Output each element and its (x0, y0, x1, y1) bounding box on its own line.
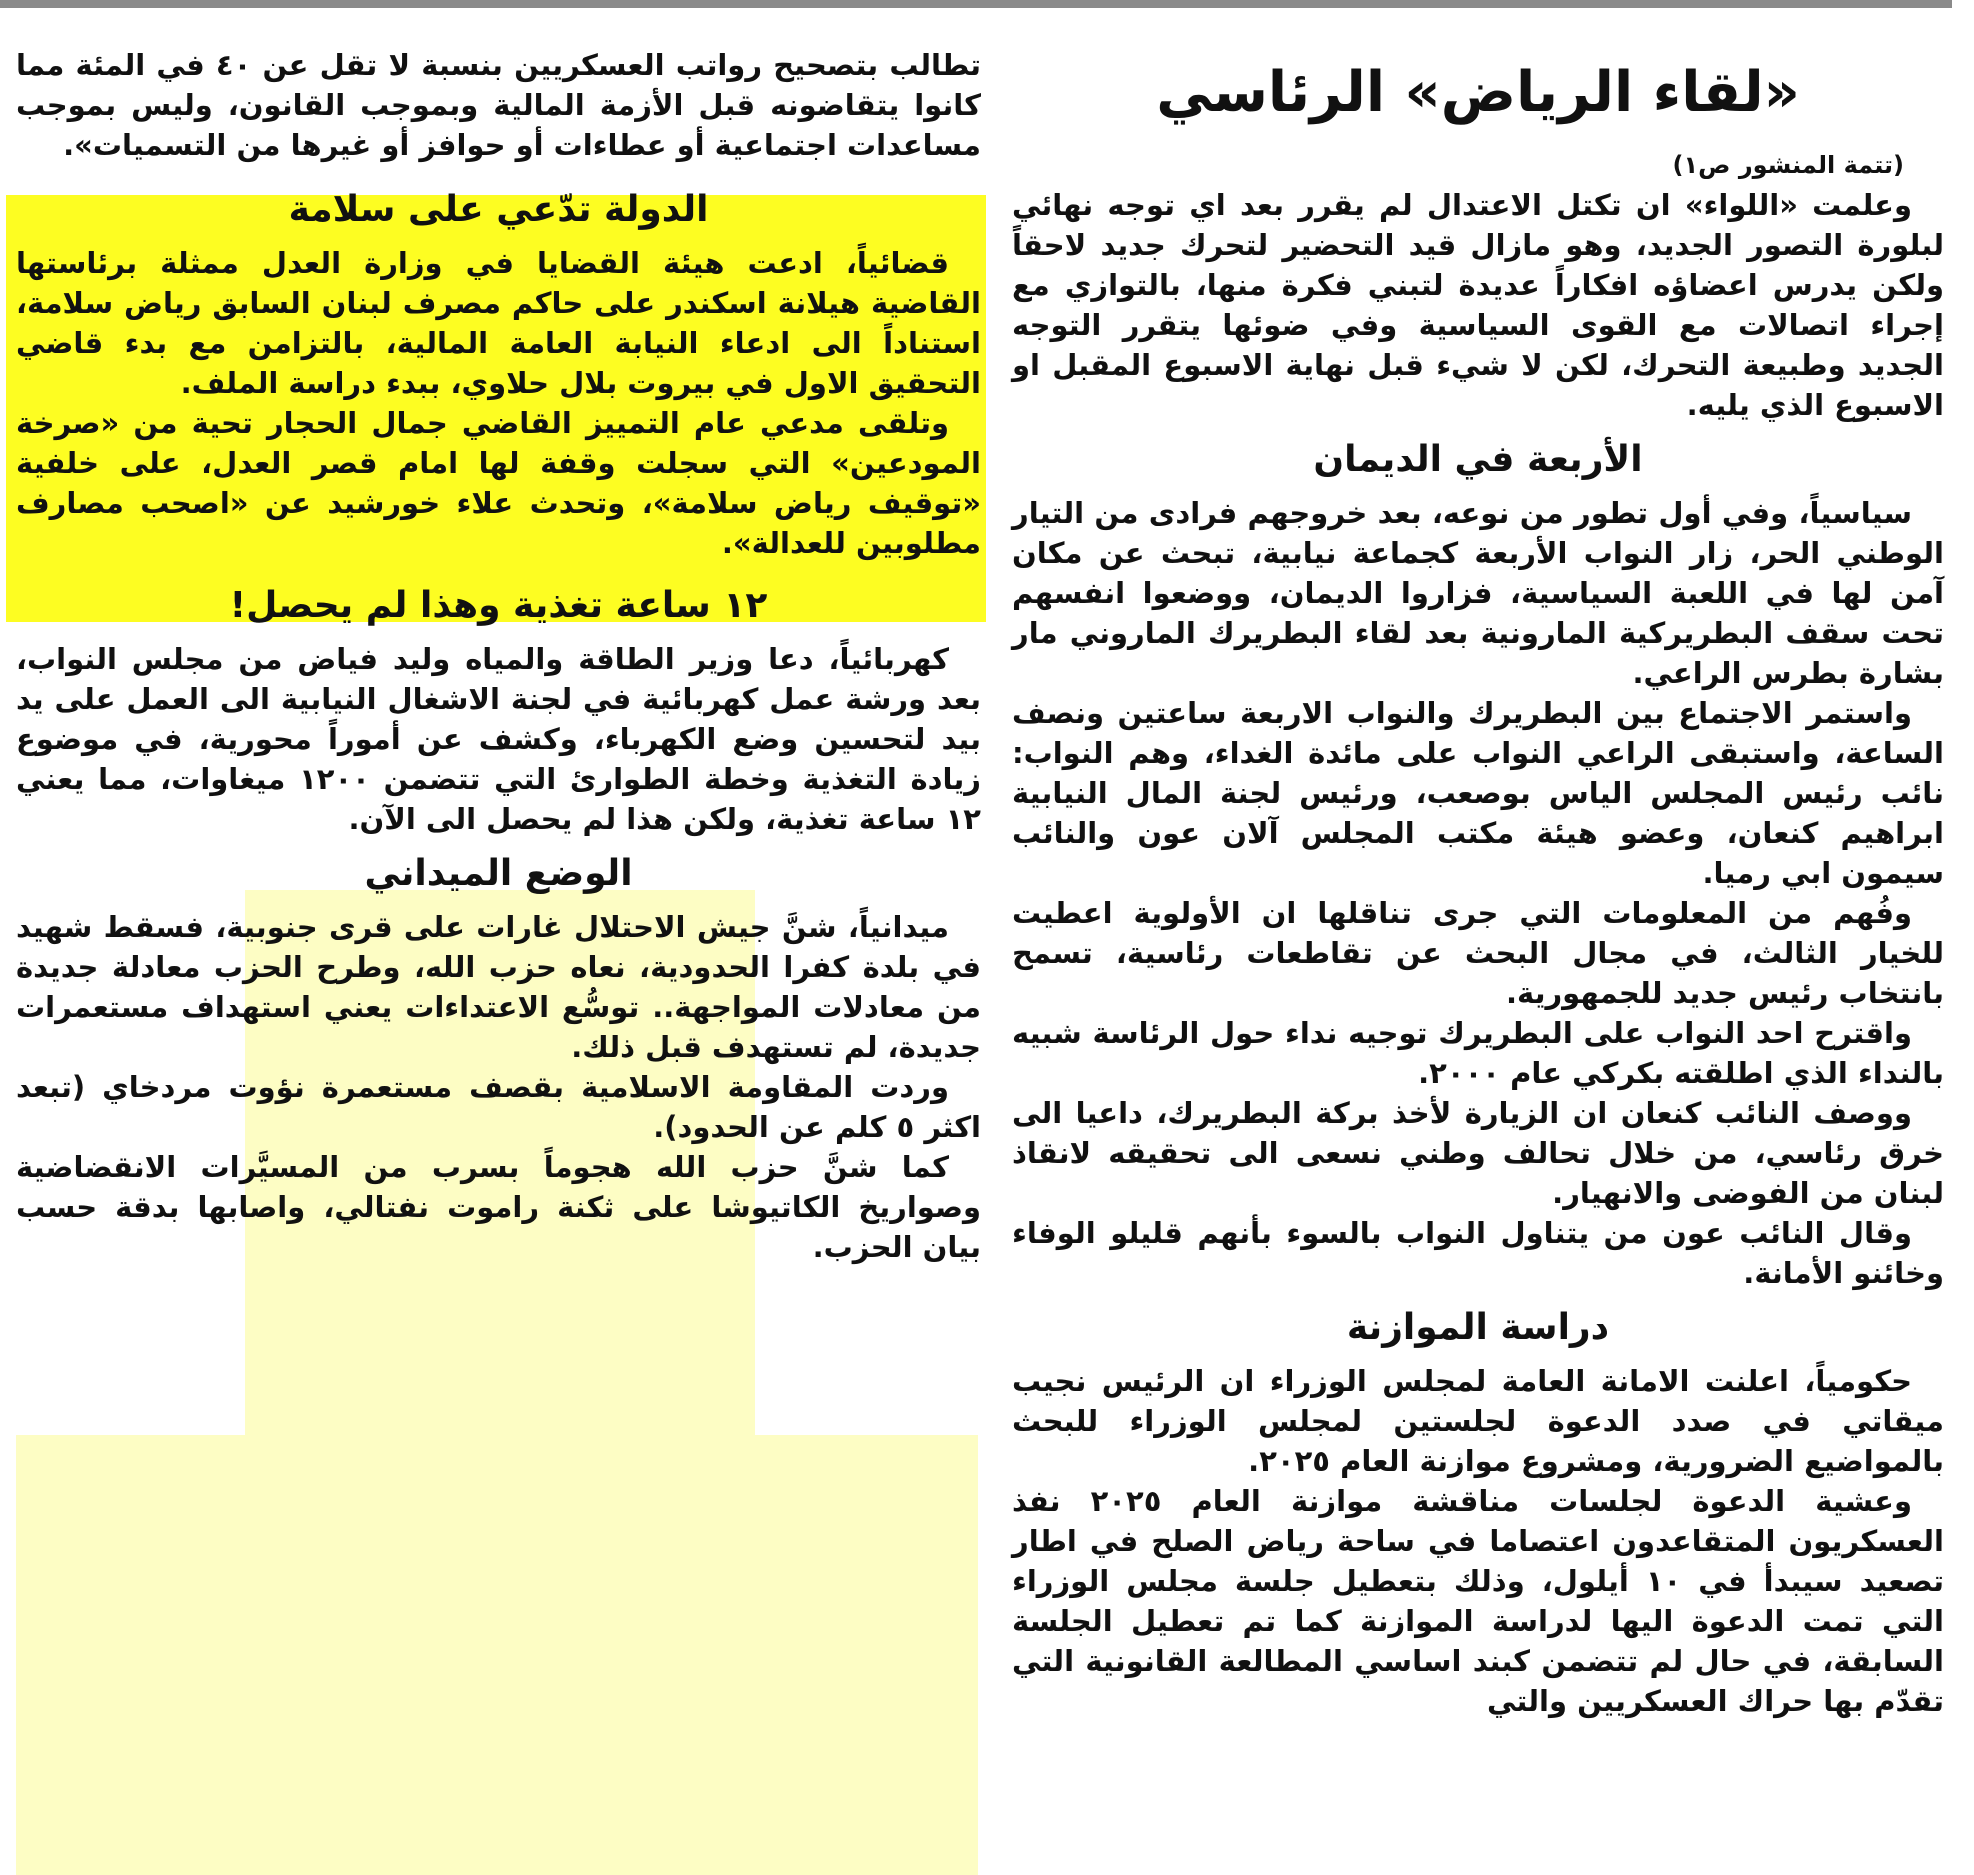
paragraph: حكومياً، اعلنت الامانة العامة لمجلس الوزراء ان الرئيس نجيب ميقاتي في صدد الدعوة لجلستين لمجلس الوزراء للبحث بالمواضيع الضرورية، ومشروع موازنة العام ٢٠٢٥. (1012, 1364, 1944, 1478)
heading-dimane: الأربعة في الديمان (1313, 439, 1643, 480)
top-rule (0, 0, 1952, 8)
paragraph: وفُهم من المعلومات التي جرى تناقلها ان الأولوية اعطيت للخيار الثالث، في مجال البحث عن تقاطعات رئاسية، تسمح بانتخاب رئيس جديد للجمهورية. (1012, 896, 1944, 1010)
paragraph: ووصف النائب كنعان ان الزيارة لأخذ بركة البطريرك، داعيا الى خرق رئاسي، من خلال تحالف وطني نسعى الى تحقيقه لانقاذ لبنان من الفوضى والانهيار. (1012, 1096, 1944, 1210)
heading-field-situation: الوضع الميداني (364, 853, 633, 894)
paragraph: سياسياً، وفي أول تطور من نوعه، بعد خروجهم فرادى من التيار الوطني الحر، زار النواب الأربعة كجماعة نيابية، تبحث عن مكان آمن لها في اللعبة السياسية، فزاروا الديمان، ووضعوا انفسهم تحت سقف البطريركية المارونية بعد لقاء البطريرك الماروني مار بشارة بطرس الراعي. (1012, 496, 1944, 690)
paragraph: كهربائياً، دعا وزير الطاقة والمياه وليد فياض من مجلس النواب، بعد ورشة عمل كهربائية في لجنة الاشغال النيابية الى العمل على يد بيد لتحسين وضع الكهرباء، وكشف عن أموراً محورية، في موضوع زيادة التغذية وخطة الطوارئ التي تتضمن ١٢٠٠ ميغاوات، مما يعني ١٢ ساعة تغذية، ولكن هذا لم يحصل الى الآن. (16, 642, 982, 836)
left-column (16, 45, 981, 1267)
paragraph: قضائياً، ادعت هيئة القضايا في وزارة العدل ممثلة برئاستها القاضية هيلانة اسكندر على حاكم مصرف لبنان السابق رياض سلامة، استناداً الى ادعاء النيابة العامة المالية، بالتزامن مع بدء قاضي التحقيق الاول في بيروت بلال حلاوي، ببدء دراسة الملف. (16, 246, 981, 400)
paragraph: وعلمت «اللواء» ان تكتل الاعتدال لم يقرر بعد اي توجه نهائي لبلورة التصور الجديد، وهو مازال قيد التحضير لتحرك جديد لاحقاً ولكن يدرس اعضاؤه افكاراً عديدة لتبني فكرة منها، بالتوازي مع إجراء اتصالات مع القوى السياسية وفي ضوئها يتقرر التوجه الجديد وطبيعة التحرك، لكن لا شيء قبل نهاية الاسبوع المقبل او الاسبوع الذي يليه. (1012, 188, 1944, 422)
right-column (1012, 45, 1944, 1721)
paragraph: وردت المقاومة الاسلامية بقصف مستعمرة نؤوت مردخاي (تبعد اكثر ٥ كلم عن الحدود). (16, 1070, 981, 1144)
article-title: «لقاء الرياض» الرئاسي (1156, 60, 1800, 125)
paragraph: كما شنَّ حزب الله هجوماً بسرب من المسيَّرات الانقضاضية وصواريخ الكاتيوشا على ثكنة راموت نفتالي، واصابها بدقة حسب بيان الحزب. (16, 1150, 981, 1264)
paragraph: وعشية الدعوة لجلسات مناقشة موازنة العام ٢٠٢٥ نفذ العسكريون المتقاعدون اعتصاما في ساحة رياض الصلح في اطار تصعيد سيبدأ في ١٠ أيلول، وذلك بتعطيل جلسة مجلس الوزراء التي تمت الدعوة اليها لدراسة الموازنة كما تم تعطيل الجلسة السابقة، في حال لم تتضمن كبند اساسي المطالعة القانونية التي تقدّم بها حراك العسكريين والتي (1012, 1484, 1944, 1718)
heading-budget: دراسة الموازنة (1346, 1307, 1610, 1348)
paragraph: وقال النائب عون من يتناول النواب بالسوء بأنهم قليلو الوفاء وخائنو الأمانة. (1012, 1216, 1944, 1290)
paragraph: وتلقى مدعي عام التمييز القاضي جمال الحجار تحية من «صرخة المودعين» التي سجلت وقفة لها امام قصر العدل، على خلفية «توقيف رياض سلامة»، وتحدث علاء خورشيد عن «اصحب مصارف مطلوبين للعدالة». (16, 406, 981, 560)
highlight-pale-yellow-bottom (16, 1435, 978, 1875)
paragraph: واقترح احد النواب على البطريرك توجيه نداء حول الرئاسة شبيه بالنداء الذي اطلقته بكركي عام ٢٠٠٠. (1012, 1016, 1944, 1090)
heading-electricity: ١٢ ساعة تغذية وهذا لم يحصل! (229, 585, 768, 626)
paragraph: واستمر الاجتماع بين البطريرك والنواب الاربعة ساعتين ونصف الساعة، واستبقى الراعي النواب على مائدة الغداء، وهم النواب: نائب رئيس المجلس الياس بوصعب، ورئيس لجنة المال النيابية ابراهيم كنعان، وعضو هيئة مكتب المجلس آلان عون والنائب سيمون ابي رميا. (1012, 696, 1944, 890)
continuation-note: (تتمة المنشور ص١) (1672, 151, 1904, 179)
left-top-text: تطالب بتصحيح رواتب العسكريين بنسبة لا تقل عن ٤٠ في المئة مما كانوا يتقاضونه قبل الأزمة المالية وبموجب القانون، وليس بموجب مساعدات اجتماعية أو عطاءات أو حوافز أو غيرها من التسميات». (16, 48, 981, 162)
heading-state-vs-salameh: الدولة تدّعي على سلامة (288, 189, 709, 230)
paragraph: ميدانياً، شنَّ جيش الاحتلال غارات على قرى جنوبية، فسقط شهيد في بلدة كفرا الحدودية، نعاه حزب الله، وطرح الحزب معادلة جديدة من معادلات المواجهة.. توسُّع الاعتداءات يعني استهداف مستعمرات جديدة، لم تستهدف قبل ذلك. (16, 910, 981, 1064)
